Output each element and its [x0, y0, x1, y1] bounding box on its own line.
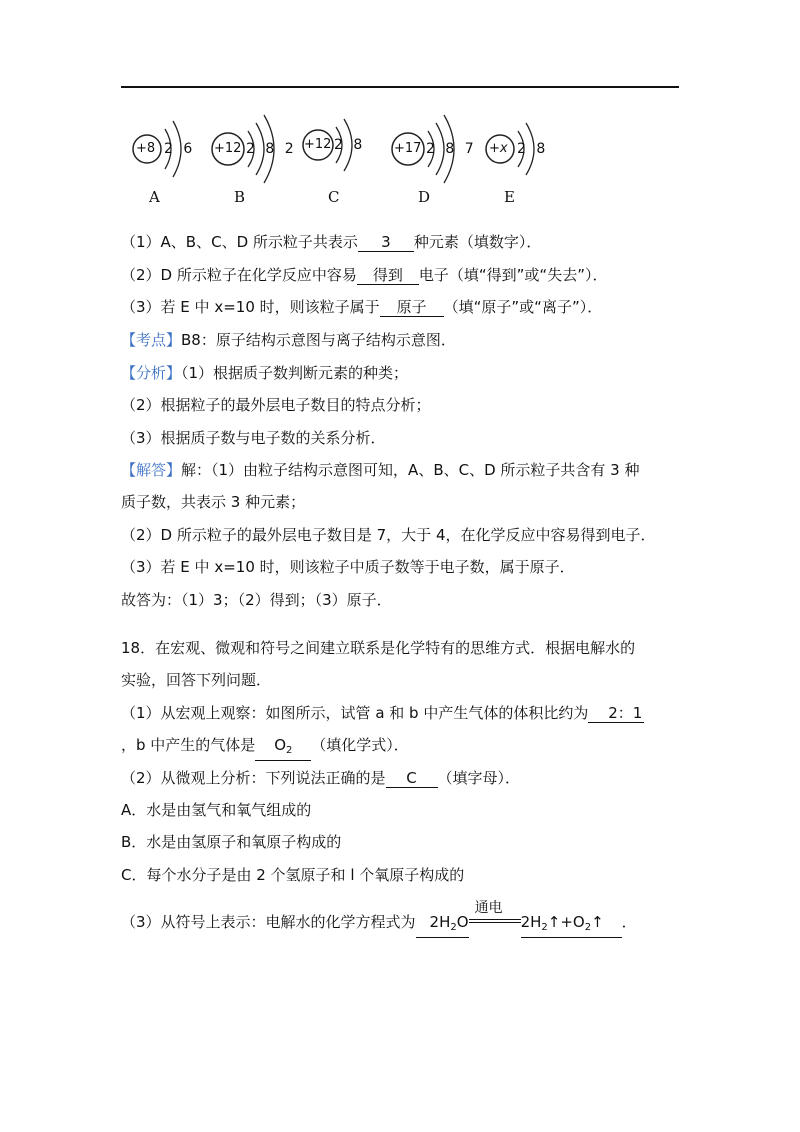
- atom-shells-e: [482, 95, 602, 185]
- text: （2）从微观上分析：下列说法正确的是: [121, 769, 386, 787]
- text: （3）从符号上表示：电解水的化学方程式为: [121, 913, 416, 931]
- electron-config: 2 8 2: [246, 141, 297, 157]
- text: （填“原子”或“离子”）．: [443, 298, 603, 316]
- q18-part1: [121, 703, 644, 723]
- text: B8：原子结构示意图与离子结构示意图．: [181, 331, 456, 349]
- answer-blank: 原子: [380, 298, 444, 317]
- atom-label: E: [504, 188, 515, 206]
- nucleus-label: +12: [304, 137, 332, 152]
- jieda-line-3: （2）D 所示粒子的最外层电子数目是 7，大于 4，在化学反应中容易得到电子．: [121, 526, 656, 544]
- jieda-line-2: 质子数，共表示 3 种元素；: [121, 493, 306, 511]
- answer-blank: 得到: [357, 266, 419, 285]
- jieda-line: [121, 460, 640, 480]
- fenxi-line-3: （3）根据质子数与电子数的关系分析．: [121, 429, 386, 447]
- atom-label: C: [328, 188, 340, 206]
- text: （1）根据质子数判断元素的种类；: [181, 364, 409, 382]
- fenxi-line-2: （2）根据粒子的最外层电子数目的特点分析；: [121, 396, 431, 414]
- q18-part1-cont: [121, 735, 409, 761]
- text: （3）若 E 中 x=10 时，则该粒子属于: [121, 298, 380, 316]
- text: （填化学式）．: [311, 736, 409, 754]
- text: 电子（填“得到”或“失去”）．: [418, 266, 608, 284]
- nucleus-label: +17: [394, 141, 422, 156]
- text: ，b 中产生的气体是: [121, 736, 256, 754]
- jieda-tag: 【解答】: [121, 461, 182, 479]
- electron-config: 2 8: [517, 141, 549, 157]
- nucleus-label: +8: [136, 141, 156, 156]
- atom-label: A: [149, 188, 160, 206]
- electron-config: 2 8 7: [426, 141, 477, 157]
- reaction-condition-arrow: [469, 900, 521, 932]
- q18-part2: [121, 768, 520, 788]
- text: （1）从宏观上观察：如图所示，试管 a 和 b 中产生气体的体积比约为: [121, 704, 589, 722]
- header-rule: [121, 86, 679, 88]
- equation-products: $2H_2↑+O_2↑$: [521, 913, 622, 938]
- jieda-line-4: （3）若 E 中 x=10 时，则该粒子中质子数等于电子数，属于原子．: [121, 558, 575, 576]
- answer-blank: [255, 736, 311, 761]
- q18-stem-1: 18．在宏观、微观和符号之间建立联系是化学特有的思维方式．根据电解水的: [121, 639, 636, 657]
- electron-config: 2 8: [334, 137, 366, 153]
- q17-part2: [121, 265, 607, 285]
- kaodian-tag: 【考点】: [121, 331, 182, 349]
- fenxi-tag: 【分析】: [121, 364, 182, 382]
- text: ．: [621, 913, 637, 931]
- answer-blank: 2：1: [588, 704, 644, 723]
- atom-diagram-e: [482, 95, 602, 210]
- equation-reactant: $2H_2O$: [416, 913, 469, 938]
- q17-part3: [121, 297, 602, 317]
- nucleus-label: +x: [489, 141, 508, 156]
- kaodian-line: [121, 330, 456, 350]
- formula-main: O: [274, 736, 287, 754]
- atom-structure-figure: [120, 95, 680, 210]
- answer-blank: C: [386, 769, 438, 788]
- answer-summary: 故答为：（1）3；（2）得到；（3）原子．: [121, 591, 392, 609]
- text: 解：（1）由粒子结构示意图可知，A、B、C、D 所示粒子共含有 3 种: [181, 461, 640, 479]
- option-b: B．水是由氢原子和氧原子构成的: [121, 833, 342, 851]
- q18-part3: [121, 900, 637, 938]
- q17-part1: [121, 232, 541, 252]
- option-c: C．每个水分子是由 2 个氢原子和 l 个氧原子构成的: [121, 866, 465, 884]
- nucleus-label: +12: [214, 141, 242, 156]
- electron-config: 2 6: [164, 141, 196, 157]
- answer-blank: 3: [358, 233, 414, 252]
- text: （2）D 所示粒子在化学反应中容易: [121, 266, 357, 284]
- q18-stem-2: 实验，回答下列问题．: [121, 671, 272, 689]
- formula-sub: 2: [286, 745, 293, 756]
- condition-label: 通电: [474, 900, 503, 916]
- option-a: A．水是由氢气和氧气组成的: [121, 801, 312, 819]
- text: 种元素（填数字）．: [413, 233, 542, 251]
- text: （1）A、B、C、D 所示粒子共表示: [121, 233, 358, 251]
- atom-label: B: [234, 188, 246, 206]
- atom-label: D: [418, 188, 431, 206]
- text: （填字母）．: [437, 769, 521, 787]
- fenxi-line: [121, 363, 408, 383]
